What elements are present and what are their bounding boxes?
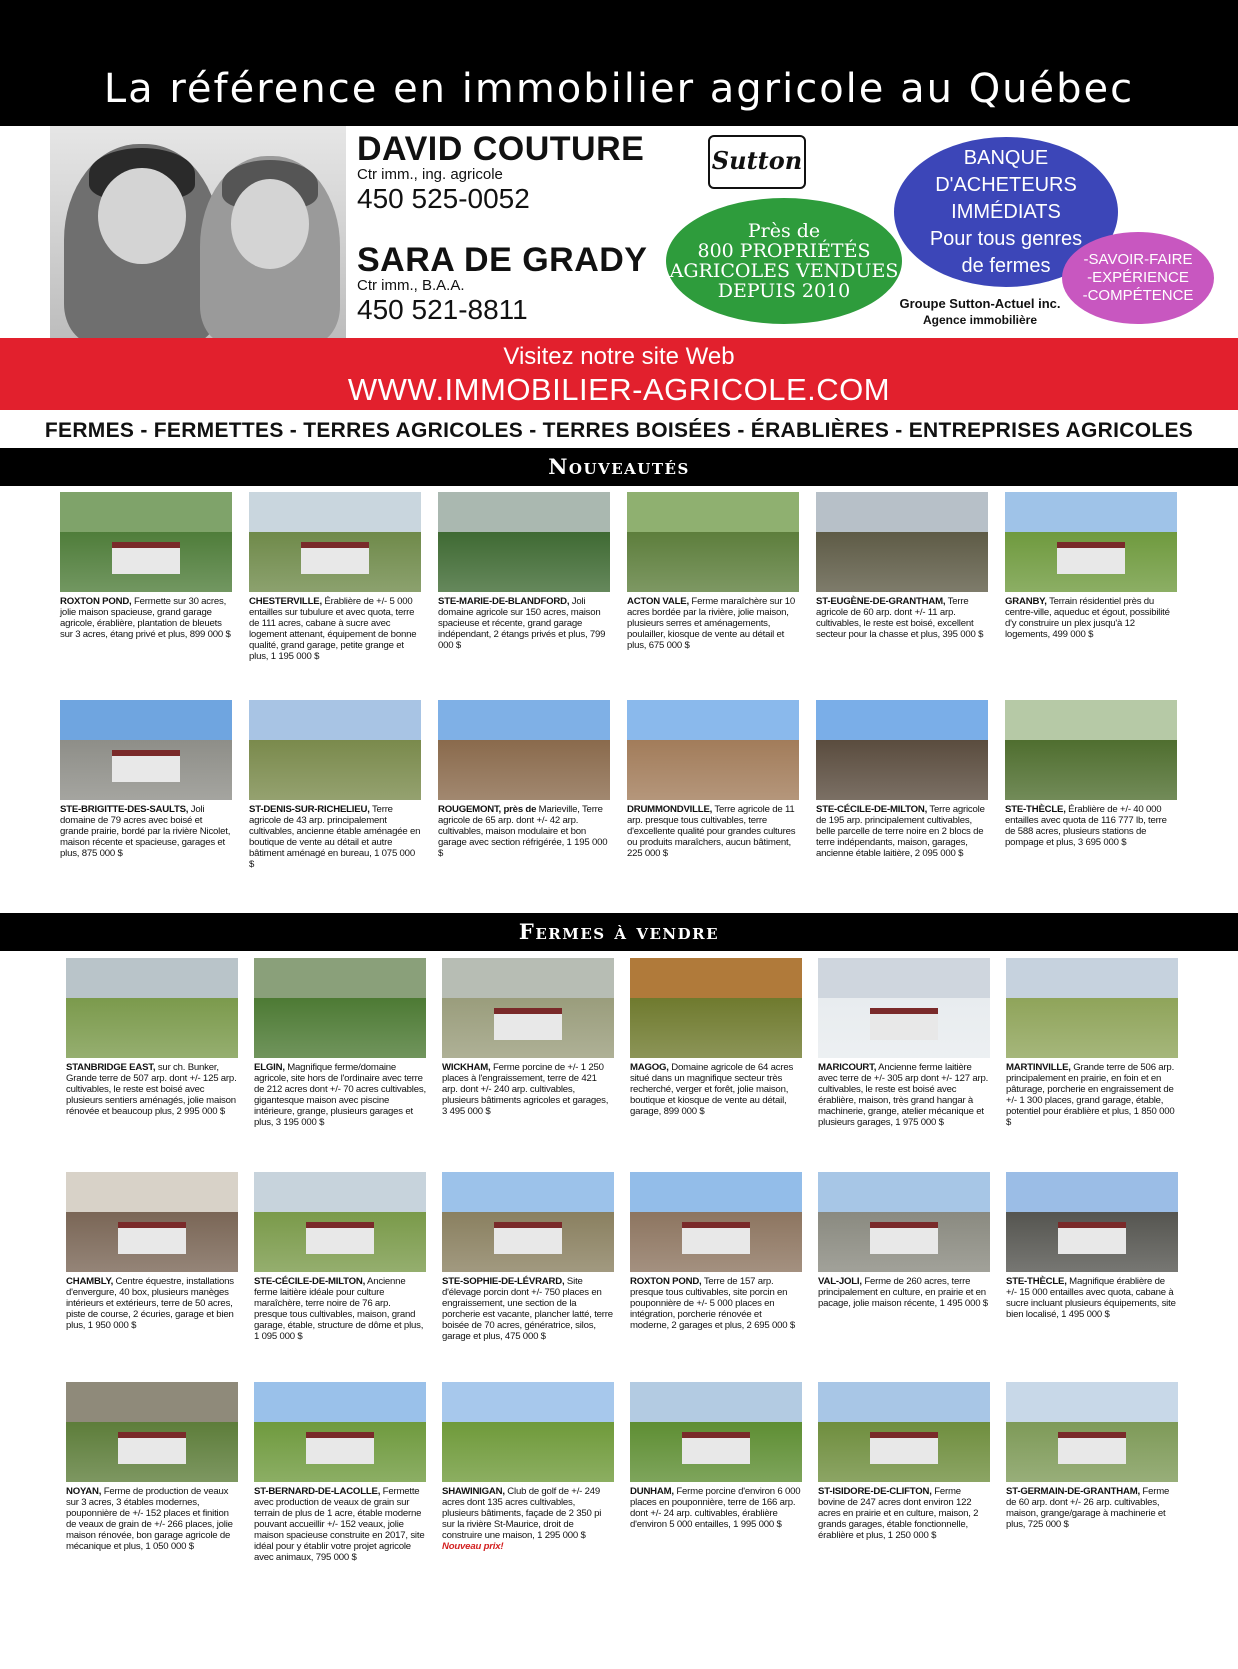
listing-location: DRUMMONDVILLE, — [627, 804, 713, 815]
listing-photo[interactable] — [438, 492, 610, 592]
listing-details: Ferme de 260 acres, terre principalement en culture, en prairie et en pacage, jolie maison récente, 1 495 000 $ — [818, 1276, 988, 1309]
listing-description — [627, 804, 799, 859]
photo-ground — [1005, 740, 1177, 800]
photo-sky — [630, 958, 802, 998]
tagline: La référence en immobilier agricole au Québec — [103, 66, 1135, 112]
listing-description — [442, 1062, 614, 1117]
photo-sky — [60, 700, 232, 740]
listing-details: Joli domaine de 79 acres avec boisé et grande prairie, bordé par la rivière Nicolet, maison récente et spacieuse, garages et plus, 875 000 $ — [60, 804, 231, 859]
listing-card[interactable] — [630, 1172, 802, 1331]
photo-ground — [627, 740, 799, 800]
listing-photo[interactable] — [66, 958, 238, 1058]
listing-photo[interactable] — [60, 492, 232, 592]
listing-details: Terre agricole de 60 arp. dont +/- 11 arp. cultivables, le reste est boisé, excellent secteur pour la chasse et plus, 395 000 $ — [816, 596, 984, 640]
photo-sky — [1006, 958, 1178, 998]
photo-sky — [1006, 1382, 1178, 1422]
listing-description — [60, 804, 232, 859]
listing-card[interactable] — [818, 1172, 990, 1309]
listing-card[interactable] — [816, 700, 988, 859]
photo-sky — [249, 700, 421, 740]
section-title-fermes: Fermes à vendre — [0, 913, 1238, 951]
listing-photo[interactable] — [60, 700, 232, 800]
photo-building — [1058, 1432, 1127, 1464]
listing-details: Ferme porcine de +/- 1 250 places à l'engraissement, terre de 421 arp. dont +/- 240 arp. cultivables, plusieurs bâtiments agricoles et garages, 3 495 000 $ — [442, 1062, 609, 1117]
listing-photo[interactable] — [627, 492, 799, 592]
photo-sky — [1005, 700, 1177, 740]
listing-location: NOYAN, — [66, 1486, 102, 1497]
listing-details: Magnifique ferme/domaine agricole, site hors de l'ordinaire avec terre de 212 acres dont +/- 70 acres cultivables, gigantesque maison avec piscine intérieure, grange, plusieurs garages et plus, 3 195 000 $ — [254, 1062, 426, 1128]
group-name: Groupe Sutton-Actuel inc. — [899, 296, 1061, 311]
agents-photo — [50, 126, 346, 338]
listing-card[interactable] — [1006, 1382, 1178, 1530]
photo-sky — [254, 1382, 426, 1422]
listing-location: ST-BERNARD-DE-LACOLLE, — [254, 1486, 381, 1497]
listing-description — [254, 1062, 426, 1128]
listing-description — [1005, 596, 1177, 640]
photo-sky — [66, 1382, 238, 1422]
listing-photo[interactable] — [816, 492, 988, 592]
listing-location: GRANBY, — [1005, 596, 1047, 607]
photo-building — [870, 1432, 939, 1464]
website-link[interactable]: WWW.IMMOBILIER-AGRICOLE.COM — [347, 372, 891, 407]
listing-location: STE-SOPHIE-DE-LÉVRARD, — [442, 1276, 565, 1287]
photo-building — [682, 1432, 751, 1464]
photo-ground — [438, 740, 610, 800]
listing-description — [1005, 804, 1177, 848]
listing-card[interactable] — [60, 492, 232, 640]
listing-details: Club de golf de +/- 249 acres dont 135 acres cultivables, plusieurs bâtiments, façade de 2 350 pi sur la rivière St-Maurice, droit de construire une maison, 1 295 000 $ — [442, 1486, 602, 1541]
photo-sky — [66, 958, 238, 998]
listing-location: STE-THÈCLE, — [1005, 804, 1066, 815]
listing-details: Terre agricole de 11 arp. presque tous cultivables, terre d'excellente qualité pour grandes cultures ou produits maraîchers, aucun bâtiment, 225 000 $ — [627, 804, 796, 859]
photo-sky — [630, 1382, 802, 1422]
listing-details: Site d'élevage porcin dont +/- 750 places en engraissement, une section de la porcherie est vacante, plancher latté, terre boisée de 70 acres, génératrice, silos, garage et plus, 475 000 $ — [442, 1276, 613, 1342]
photo-ground — [438, 532, 610, 592]
listing-details: Ancienne ferme laitière avec terre de +/- 305 arp dont +/- 127 arp. cultivables, le reste est boisé avec érablière, maison, très grand hangar à machinerie, grange, atelier mécanique et plusieurs garages, 1 975 000 $ — [818, 1062, 989, 1128]
listing-location: MARTINVILLE, — [1006, 1062, 1071, 1073]
listing-card[interactable] — [254, 958, 426, 1128]
listing-details: Ancienne ferme laitière idéale pour culture maraîchère, terre noire de 76 arp. presque tous cultivables, maison, grand garage, étable, structure de dôme et plus, 1 095 000 $ — [254, 1276, 424, 1342]
listing-card[interactable] — [442, 1382, 614, 1552]
listing-location: STE-BRIGITTE-DES-SAULTS, — [60, 804, 189, 815]
listing-details: Terrain résidentiel près du centre-ville, aqueduc et égout, possibilité d'y construire un plex jusqu'à 12 logements, 499 000 $ — [1005, 596, 1170, 640]
photo-sky — [249, 492, 421, 532]
photo-ground — [442, 1422, 614, 1482]
photo-sky — [816, 700, 988, 740]
listing-card[interactable] — [254, 1172, 426, 1342]
listing-location: CHAMBLY, — [66, 1276, 114, 1287]
photo-building — [870, 1008, 939, 1040]
listing-photo[interactable] — [66, 1382, 238, 1482]
photo-sky — [1006, 1172, 1178, 1212]
listing-card[interactable] — [1006, 1172, 1178, 1320]
photo-sky — [254, 1172, 426, 1212]
listing-photo[interactable] — [1006, 958, 1178, 1058]
listing-card[interactable] — [254, 1382, 426, 1563]
listing-description — [60, 596, 232, 640]
listing-photo[interactable] — [1005, 492, 1177, 592]
listing-photo[interactable] — [254, 1172, 426, 1272]
listing-details: Ferme maraîchère sur 10 acres bordée par la rivière, jolie maison, plusieurs serres et aménagements, poulailler, kiosque de vente au détail et plus, 675 000 $ — [627, 596, 796, 651]
listing-details: Terre agricole de 195 arp. principalement cultivables, belle parcelle de terre noire en 2 blocs de terre indépendants, maison, garages, ancienne étable laitière, 2 095 000 $ — [816, 804, 985, 859]
photo-sky — [442, 958, 614, 998]
listing-photo[interactable] — [818, 1382, 990, 1482]
listing-card[interactable] — [627, 492, 799, 651]
photo-sky — [438, 492, 610, 532]
photo-building — [1058, 1222, 1127, 1254]
badge-line: 800 PROPRIÉTÉS — [697, 240, 871, 262]
listing-description — [818, 1486, 990, 1541]
photo-sky — [442, 1382, 614, 1422]
listing-photo[interactable] — [442, 1172, 614, 1272]
listing-photo[interactable] — [249, 700, 421, 800]
badge-line: Pour tous genres — [929, 227, 1083, 250]
listing-card[interactable] — [249, 492, 421, 662]
agent-name: SARA DE GRADY — [357, 241, 648, 279]
listing-description — [438, 596, 610, 651]
photo-ground — [630, 998, 802, 1058]
listing-description — [249, 596, 421, 662]
badge-line: de fermes — [961, 254, 1051, 277]
listing-card[interactable] — [1006, 958, 1178, 1128]
listing-card[interactable] — [66, 1172, 238, 1331]
photo-sky — [818, 958, 990, 998]
listing-card[interactable] — [816, 492, 988, 640]
listing-location: ST-ISIDORE-DE-CLIFTON, — [818, 1486, 932, 1497]
listing-details: Domaine agricole de 64 acres situé dans un magnifique secteur très recherché, verger et forêt, jolie maison, boutique et kiosque de vente au détail, garage, 899 000 $ — [630, 1062, 794, 1117]
photo-sky — [66, 1172, 238, 1212]
agency-type: Agence immobilière — [922, 313, 1038, 327]
photo-ground — [816, 740, 988, 800]
photo-sky — [627, 700, 799, 740]
listing-photo[interactable] — [627, 700, 799, 800]
listing-location: STE-MARIE-DE-BLANDFORD, — [438, 596, 570, 607]
agent-title: Ctr imm., B.A.A. — [357, 277, 465, 294]
photo-building — [1057, 542, 1126, 574]
photo-building — [306, 1222, 375, 1254]
photo-building — [306, 1432, 375, 1464]
section-title-nouveautes: Nouveautés — [0, 448, 1238, 486]
listing-details: Érablière de +/- 5 000 entailles sur tubulure et avec quota, terre de 111 acres, cabane à sucre avec logement attenant, équipement de bonne qualité, grand garage, petite grange et plus, 1 195 000 $ — [249, 596, 417, 662]
listing-photo[interactable] — [442, 958, 614, 1058]
listing-location: ROXTON POND, — [630, 1276, 702, 1287]
badge-line: DEPUIS 2010 — [717, 280, 851, 302]
listing-card[interactable] — [442, 1172, 614, 1342]
listing-card[interactable] — [630, 1382, 802, 1530]
photo-building — [682, 1222, 751, 1254]
listing-photo[interactable] — [630, 1382, 802, 1482]
listing-card[interactable] — [1005, 492, 1177, 640]
listing-location: WICKHAM, — [442, 1062, 491, 1073]
listing-location: ROXTON POND, — [60, 596, 132, 607]
listing-location: ROUGEMONT, près de — [438, 804, 537, 815]
listing-details: Terre de 157 arp. presque tous cultivables, site porcin en pouponnière de +/- 5 000 places en intégration, porcherie rénovée et moderne, 2 garages et plus, 2 695 000 $ — [630, 1276, 796, 1331]
listing-details: Ferme de production de veaux sur 3 acres, 3 étables modernes, pouponnière de +/- 152 places et finition de veaux de grain de +/- 266 places, jolie maison rénovée, bon garage agricole de mécanique et plus, 1 050 000 $ — [66, 1486, 233, 1552]
listing-card[interactable] — [627, 700, 799, 859]
listing-location: STE-CÉCILE-DE-MILTON, — [254, 1276, 366, 1287]
photo-ground — [816, 532, 988, 592]
listing-description — [1006, 1062, 1178, 1128]
listing-card[interactable] — [818, 1382, 990, 1541]
listing-photo[interactable] — [249, 492, 421, 592]
photo-sky — [816, 492, 988, 532]
listing-description — [630, 1062, 802, 1117]
listing-photo[interactable] — [1005, 700, 1177, 800]
listing-description — [254, 1276, 426, 1342]
badge-line: BANQUE — [963, 146, 1049, 169]
listing-details: Ferme de 60 arp. dont +/- 26 arp. cultivables, maison, grange/garage à machinerie et plus, 725 000 $ — [1006, 1486, 1170, 1530]
listing-photo[interactable] — [818, 1172, 990, 1272]
listing-description — [438, 804, 610, 859]
listing-description — [630, 1276, 802, 1331]
listing-description — [249, 804, 421, 870]
listing-photo[interactable] — [438, 700, 610, 800]
photo-building — [494, 1222, 563, 1254]
listing-card[interactable] — [630, 958, 802, 1117]
listing-location: MAGOG, — [630, 1062, 669, 1073]
agent-david — [357, 131, 644, 216]
visit-text: Visitez notre site Web — [503, 343, 735, 370]
listing-location: STE-CÉCILE-DE-MILTON, — [816, 804, 928, 815]
listing-details: Marieville, Terre agricole de 65 arp. dont +/- 42 arp. cultivables, maison modulaire et bon garage avec section réfrigérée, 1 195 000 $ — [438, 804, 608, 859]
photo-ground — [66, 998, 238, 1058]
photo-sky — [1005, 492, 1177, 532]
photo-ground — [1006, 998, 1178, 1058]
badge-line: AGRICOLES VENDUES — [669, 260, 899, 282]
listing-description — [627, 596, 799, 651]
photo-ground — [249, 740, 421, 800]
listing-card[interactable] — [66, 1382, 238, 1552]
listing-location: ST-EUGÈNE-DE-GRANTHAM, — [816, 596, 946, 607]
listing-description — [816, 596, 988, 640]
listing-location: ST-DENIS-SUR-RICHELIEU, — [249, 804, 370, 815]
badge-line: D'ACHETEURS IMMÉDIATS — [935, 173, 1077, 223]
listing-description — [442, 1276, 614, 1342]
skills-badge — [1062, 232, 1214, 324]
website-banner[interactable] — [0, 338, 1238, 410]
listing-description — [1006, 1486, 1178, 1530]
photo-sky — [438, 700, 610, 740]
listing-photo[interactable] — [442, 1382, 614, 1482]
photo-ground — [254, 998, 426, 1058]
listing-location: CHESTERVILLE, — [249, 596, 322, 607]
badge-line: -SAVOIR-FAIRE — [1083, 251, 1193, 268]
listing-details: Joli domaine agricole sur 150 acres, maison spacieuse et récente, grand garage indépendant, 2 étangs privés et plus, 799 000 $ — [438, 596, 606, 651]
agent-name: DAVID COUTURE — [357, 130, 645, 168]
listing-photo[interactable] — [1006, 1382, 1178, 1482]
listing-photo[interactable] — [630, 958, 802, 1058]
categories-line: FERMES - FERMETTES - TERRES AGRICOLES - TERRES BOISÉES - ÉRABLIÈRES - ENTREPRISES AGRICOLES — [44, 419, 1194, 442]
listing-details: Fermette avec production de veaux de grain sur terrain de plus de 1 acre, étable moderne pouvant accueillir +/- 152 veaux, jolie maison spacieuse construite en 2017, site idéal pour y établir votre projet agricole avec animaux, 795 000 $ — [254, 1486, 425, 1563]
photo-building — [112, 542, 181, 574]
listing-description — [818, 1062, 990, 1128]
agent-phone: 450 521-8811 — [357, 294, 528, 325]
photo-building — [112, 750, 181, 782]
listing-description — [1006, 1276, 1178, 1320]
listing-details: Magnifique érablière de +/- 15 000 entailles avec quota, cabane à sucre incluant plusieurs équipements, site bien localisé, 1 495 000 $ — [1006, 1276, 1176, 1320]
listing-description — [818, 1276, 990, 1309]
listing-location: ACTON VALE, — [627, 596, 689, 607]
listing-card[interactable] — [442, 958, 614, 1117]
listing-location: MARICOURT, — [818, 1062, 877, 1073]
new-price-tag: Nouveau prix! — [442, 1541, 504, 1552]
agent-phone: 450 525-0052 — [357, 183, 530, 214]
listing-details: Ferme bovine de 247 acres dont environ 122 acres en prairie et en culture, maison, 2 grands garages, étable fonctionnelle, érablière et plus, 1 250 000 $ — [818, 1486, 979, 1541]
listing-photo[interactable] — [254, 1382, 426, 1482]
listing-location: STANBRIDGE EAST, — [66, 1062, 156, 1073]
listing-location: DUNHAM, — [630, 1486, 674, 1497]
listing-location: ELGIN, — [254, 1062, 285, 1073]
photo-ground — [627, 532, 799, 592]
listing-location: ST-GERMAIN-DE-GRANTHAM, — [1006, 1486, 1140, 1497]
sutton-logo: Sutton — [708, 135, 806, 189]
listing-details: Fermette sur 30 acres, jolie maison spacieuse, grand garage agricole, érablière, plantation de bleuets sur 3 acres, étang privé et plus, 899 000 $ — [60, 596, 231, 640]
listing-photo[interactable] — [630, 1172, 802, 1272]
listing-card[interactable] — [60, 700, 232, 859]
listing-photo[interactable] — [816, 700, 988, 800]
photo-sky — [442, 1172, 614, 1212]
photo-building — [494, 1008, 563, 1040]
listing-description — [630, 1486, 802, 1530]
listing-card[interactable] — [438, 700, 610, 859]
photo-sky — [818, 1172, 990, 1212]
listing-description — [816, 804, 988, 859]
listing-location: STE-THÈCLE, — [1006, 1276, 1067, 1287]
badge-line: -COMPÉTENCE — [1082, 287, 1194, 304]
listing-location: VAL-JOLI, — [818, 1276, 862, 1287]
badge-line: -EXPÉRIENCE — [1087, 269, 1189, 286]
properties-sold-badge — [666, 198, 902, 324]
listing-card[interactable] — [249, 700, 421, 870]
badge-line: Près de — [747, 220, 821, 242]
listing-description — [254, 1486, 426, 1563]
listing-card[interactable] — [1005, 700, 1177, 848]
listing-description — [442, 1486, 614, 1552]
listing-description — [66, 1486, 238, 1552]
photo-building — [870, 1222, 939, 1254]
listing-location: SHAWINIGAN, — [442, 1486, 505, 1497]
listing-card[interactable] — [818, 958, 990, 1128]
photo-sky — [60, 492, 232, 532]
listing-details: Terre agricole de 43 arp. principalement cultivables, ancienne étable aménagée en boutique de vente au détail et autre bâtiment aménagé en bureau, 1 075 000 $ — [249, 804, 421, 870]
listing-photo[interactable] — [254, 958, 426, 1058]
listing-photo[interactable] — [66, 1172, 238, 1272]
agency-name — [890, 296, 1070, 328]
listing-details: Ferme porcine d'environ 6 000 places en pouponnière, terre de 166 arp. dont +/- 24 arp. cultivables, érablière d'environ 5 000 entailles, 1 995 000 $ — [630, 1486, 801, 1530]
photo-sky — [627, 492, 799, 532]
listing-photo[interactable] — [818, 958, 990, 1058]
listing-description — [66, 1062, 238, 1117]
photo-building — [301, 542, 370, 574]
agent-photo-sara — [200, 156, 340, 338]
photo-sky — [818, 1382, 990, 1422]
listing-details: Érablière de +/- 40 000 entailles avec quota de 116 777 lb, terre de 588 acres, plusieurs stations de pompage et plus, 3 695 000 $ — [1005, 804, 1167, 848]
listing-details: sur ch. Bunker, Grande terre de 507 arp. dont +/- 125 arp. cultivables, le reste est boisé avec plusieurs sentiers aménagés, jolie maison rénovée et beaucoup plus, 2 995 000 $ — [66, 1062, 237, 1117]
photo-building — [118, 1222, 187, 1254]
photo-sky — [630, 1172, 802, 1212]
listing-description — [66, 1276, 238, 1331]
listing-details: Centre équestre, installations d'envergure, 40 box, plusieurs manèges intérieurs et extérieurs, terre de 50 acres, piste de course, 2 écuries, garage et bien plus, 1 950 000 $ — [66, 1276, 234, 1331]
photo-building — [118, 1432, 187, 1464]
listing-details: Grande terre de 506 arp. principalement en prairie, en foin et en pâturage, porcherie en engraissement de +/- 1 300 places, grand garage, étable, potentiel pour érablière et plus, 1 850 000 $ — [1006, 1062, 1175, 1128]
listing-card[interactable] — [66, 958, 238, 1117]
agent-sara — [357, 242, 648, 327]
agent-photo-david — [64, 144, 220, 338]
photo-sky — [254, 958, 426, 998]
listing-photo[interactable] — [1006, 1172, 1178, 1272]
listing-card[interactable] — [438, 492, 610, 651]
agent-title: Ctr imm., ing. agricole — [357, 166, 503, 183]
